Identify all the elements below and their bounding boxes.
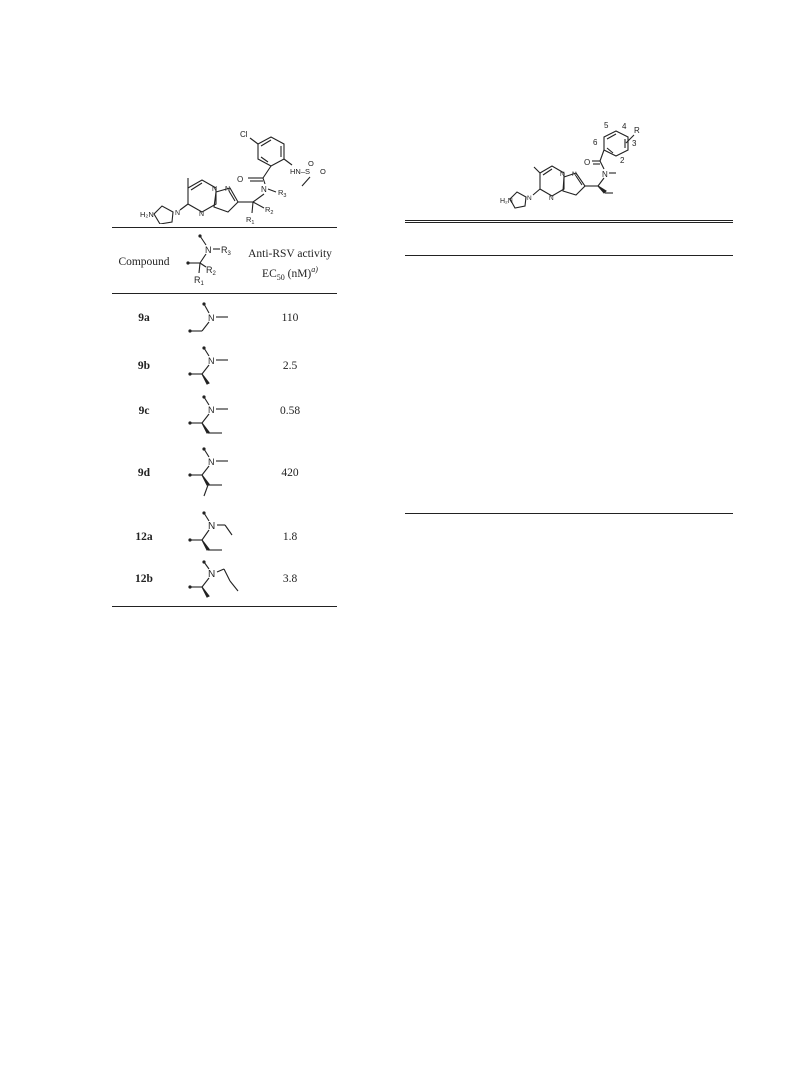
right-table-top-rule-1 xyxy=(405,220,733,221)
header-activity xyxy=(240,247,340,285)
row-9a-compound: 9a xyxy=(138,312,150,324)
position-5-label: 5 xyxy=(604,121,609,130)
row-12a-fragment xyxy=(182,507,242,557)
ring-nitrogen-2: N xyxy=(225,186,231,193)
right-table-header-rule xyxy=(405,255,733,256)
row-9d-compound: 9d xyxy=(137,467,151,479)
row-9a-value: 110 xyxy=(281,312,299,324)
header-activity-line2: $EC_{50}$ (nM)$^{a)}$ xyxy=(262,265,318,283)
position-3-label: 3 xyxy=(632,139,637,148)
sulfonyl-oxygen-2: O xyxy=(320,167,326,176)
row-9b-value: 2.5 xyxy=(282,360,298,372)
left-table-header-rule xyxy=(112,293,337,294)
header-fragment-n: N xyxy=(205,245,212,255)
right-ring-nitrogen-3: N xyxy=(549,195,554,202)
right-ring-nitrogen-2: N xyxy=(572,171,577,178)
row-9b-fragment xyxy=(182,343,242,389)
row-9d-value: 420 xyxy=(281,467,299,479)
header-fragment-structure xyxy=(180,231,242,287)
row-9d-fragment xyxy=(182,444,242,500)
ring-nitrogen-3: N xyxy=(199,211,205,218)
right-amine-label: H₂N xyxy=(500,198,513,205)
carbonyl-oxygen-label: O xyxy=(237,175,244,184)
header-fragment-r1: $R_1$ xyxy=(194,275,204,287)
position-2-label: 2 xyxy=(620,156,625,165)
right-amide-nitrogen: N xyxy=(602,170,608,179)
r2-label: $R_2$ xyxy=(265,205,274,216)
row-9b-n: N xyxy=(208,356,215,366)
header-fragment-r2: $R_2$ xyxy=(206,265,216,277)
chloro-label: Cl xyxy=(240,130,248,139)
row-12a-value: 1.8 xyxy=(282,531,298,543)
r1-label: $R_1$ xyxy=(246,215,255,224)
position-6-label: 6 xyxy=(593,138,598,147)
header-fragment-r3: $R_3$ xyxy=(221,245,231,257)
right-ring-nitrogen-1: N xyxy=(560,171,565,178)
pyrrolidine-nitrogen: N xyxy=(175,210,181,217)
substituent-r-label: R xyxy=(634,126,640,135)
row-12b-value: 3.8 xyxy=(282,573,298,585)
amine-label: H₂N xyxy=(140,210,154,219)
row-9c-n: N xyxy=(208,405,215,415)
right-table-bottom-rule xyxy=(405,513,733,514)
row-9c-fragment xyxy=(182,392,242,440)
position-4-label: 4 xyxy=(622,122,627,131)
header-activity-line1: Anti-RSV activity xyxy=(248,248,332,260)
row-9d-n: N xyxy=(208,457,215,467)
right-scaffold-structure xyxy=(500,119,660,211)
right-pyrrolidine-nitrogen: N xyxy=(527,195,532,202)
right-table-top-rule-2 xyxy=(405,222,733,223)
header-compound: Compound xyxy=(118,256,170,268)
sulfonamide-label: HN–S xyxy=(290,167,311,176)
amide-nitrogen-label: N xyxy=(261,185,267,194)
row-9a-n: N xyxy=(208,313,215,323)
row-9b-compound: 9b xyxy=(137,360,151,372)
right-carbonyl-oxygen: O xyxy=(584,158,591,167)
row-12a-compound: 12a xyxy=(135,531,153,543)
row-9a-fragment xyxy=(182,298,242,336)
row-12b-fragment xyxy=(182,557,242,603)
left-table-bottom-rule xyxy=(112,606,337,607)
sulfonyl-oxygen-1: O xyxy=(308,159,314,168)
row-9c-compound: 9c xyxy=(138,405,150,417)
ring-nitrogen-1: N xyxy=(212,186,218,193)
left-table-top-rule xyxy=(112,227,337,228)
left-scaffold-structure xyxy=(140,122,340,224)
row-12b-compound: 12b xyxy=(135,573,153,585)
row-12a-n: N xyxy=(208,521,216,532)
row-12b-n: N xyxy=(208,569,216,580)
r3-label: $R_3$ xyxy=(278,188,287,199)
row-9c-value: 0.58 xyxy=(279,405,301,417)
